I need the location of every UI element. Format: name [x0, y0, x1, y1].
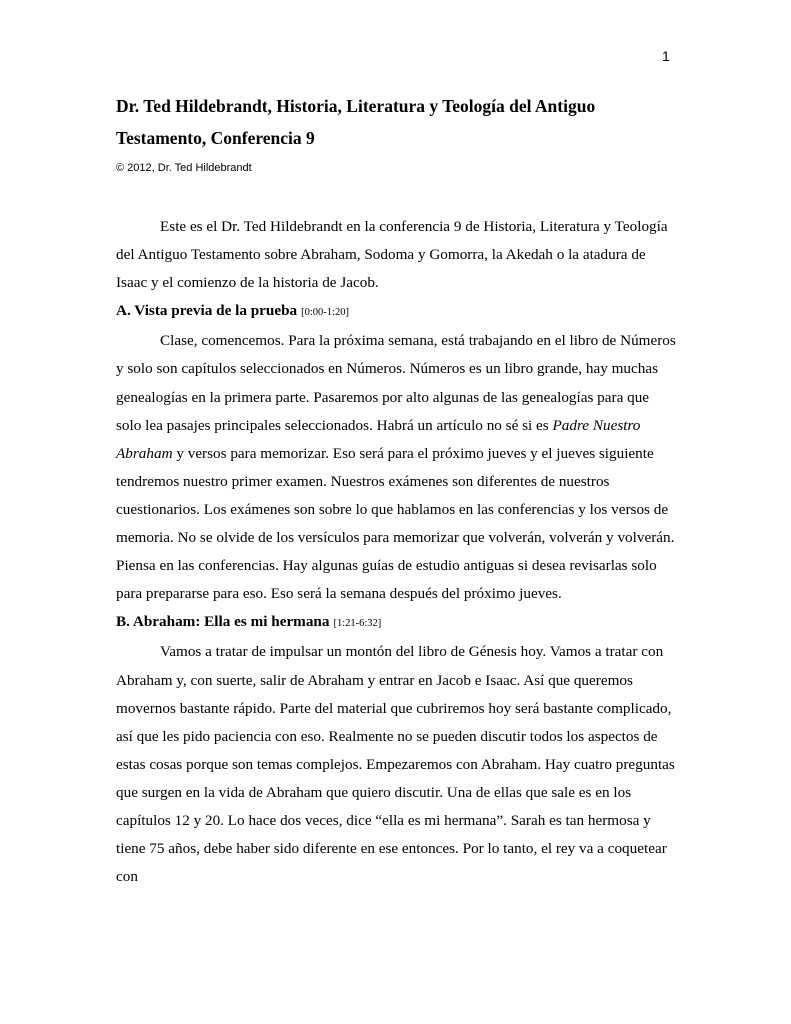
- section-b-timestamp: [1:21-6:32]: [333, 618, 382, 630]
- intro-text: Este es el Dr. Ted Hildebrandt en la conferencia 9 de Historia, Literatura y Teología del Antiguo Testamento sobre Abraham, Sodoma y Gomorra, la Akedah o la atadura de Isaac y el comienzo de la historia de Jacob.: [116, 218, 668, 292]
- section-a-heading: [116, 297, 676, 327]
- copyright-notice: © 2012, Dr. Ted Hildebrandt: [116, 162, 252, 174]
- section-a-title: A. Vista previa de la prueba: [116, 302, 298, 320]
- section-b-paragraph: [116, 638, 676, 891]
- section-a-text-2: y versos para memorizar. Eso será para el próximo jueves y el jueves siguiente tendremos nuestro primer examen. Nuestros exámenes son diferentes de nuestros cuestionarios. Los exámenes son sobre lo que hablamos en las conferencias y los versos de memoria. No se olvide de los versículos para memorizar que volverán, volverán y volverán. Piensa en las conferencias. Hay algunas guías de estudio antiguas si desea revisarlas solo para prepararse para eso. Eso será la semana después del próximo jueves.: [116, 444, 675, 603]
- section-a-paragraph: [116, 327, 676, 608]
- section-a-timestamp: [0:00-1:20]: [301, 307, 349, 319]
- intro-paragraph: [116, 213, 676, 297]
- section-a-italic-title: Padre Nuestro Abraham: [116, 416, 641, 462]
- document-title: Dr. Ted Hildebrandt, Historia, Literatura y Teología del Antiguo Testamento, Conferencia 9: [116, 96, 596, 148]
- document-body: [116, 90, 676, 891]
- section-a-text-1: Clase, comencemos. Para la próxima semana, está trabajando en el libro de Números y solo son capítulos seleccionados en Números. Números es un libro grande, hay muchas genealogías en la primera parte. Pasaremos por alto algunas de las genealogías para que solo lea pasajes principales seleccionados. Habrá un artículo no sé si es: [116, 332, 676, 434]
- section-b-heading: [116, 608, 676, 638]
- section-b-text: Vamos a tratar de impulsar un montón del libro de Génesis hoy. Vamos a tratar con Abraham y, con suerte, salir de Abraham y entrar en Jacob e Isaac. Así que queremos movernos bastante rápido. Parte del material que cubriremos hoy será bastante complicado, así que les pido paciencia con eso. Realmente no se pueden discutir todos los aspectos de estas cosas porque son temas complejos. Empezaremos con Abraham. Hay cuatro preguntas que surgen en la vida de Abraham que quiero discutir. Una de ellas que sale es en los capítulos 12 y 20. Lo hace dos veces, dice “ella es mi hermana”. Sarah es tan hermosa y tiene 75 años, debe haber sido diferente en ese entonces. Por lo tanto, el rey va a coquetear con: [116, 643, 675, 886]
- section-b-title: B. Abraham: Ella es mi hermana: [116, 613, 330, 631]
- page-number: 1: [662, 48, 670, 64]
